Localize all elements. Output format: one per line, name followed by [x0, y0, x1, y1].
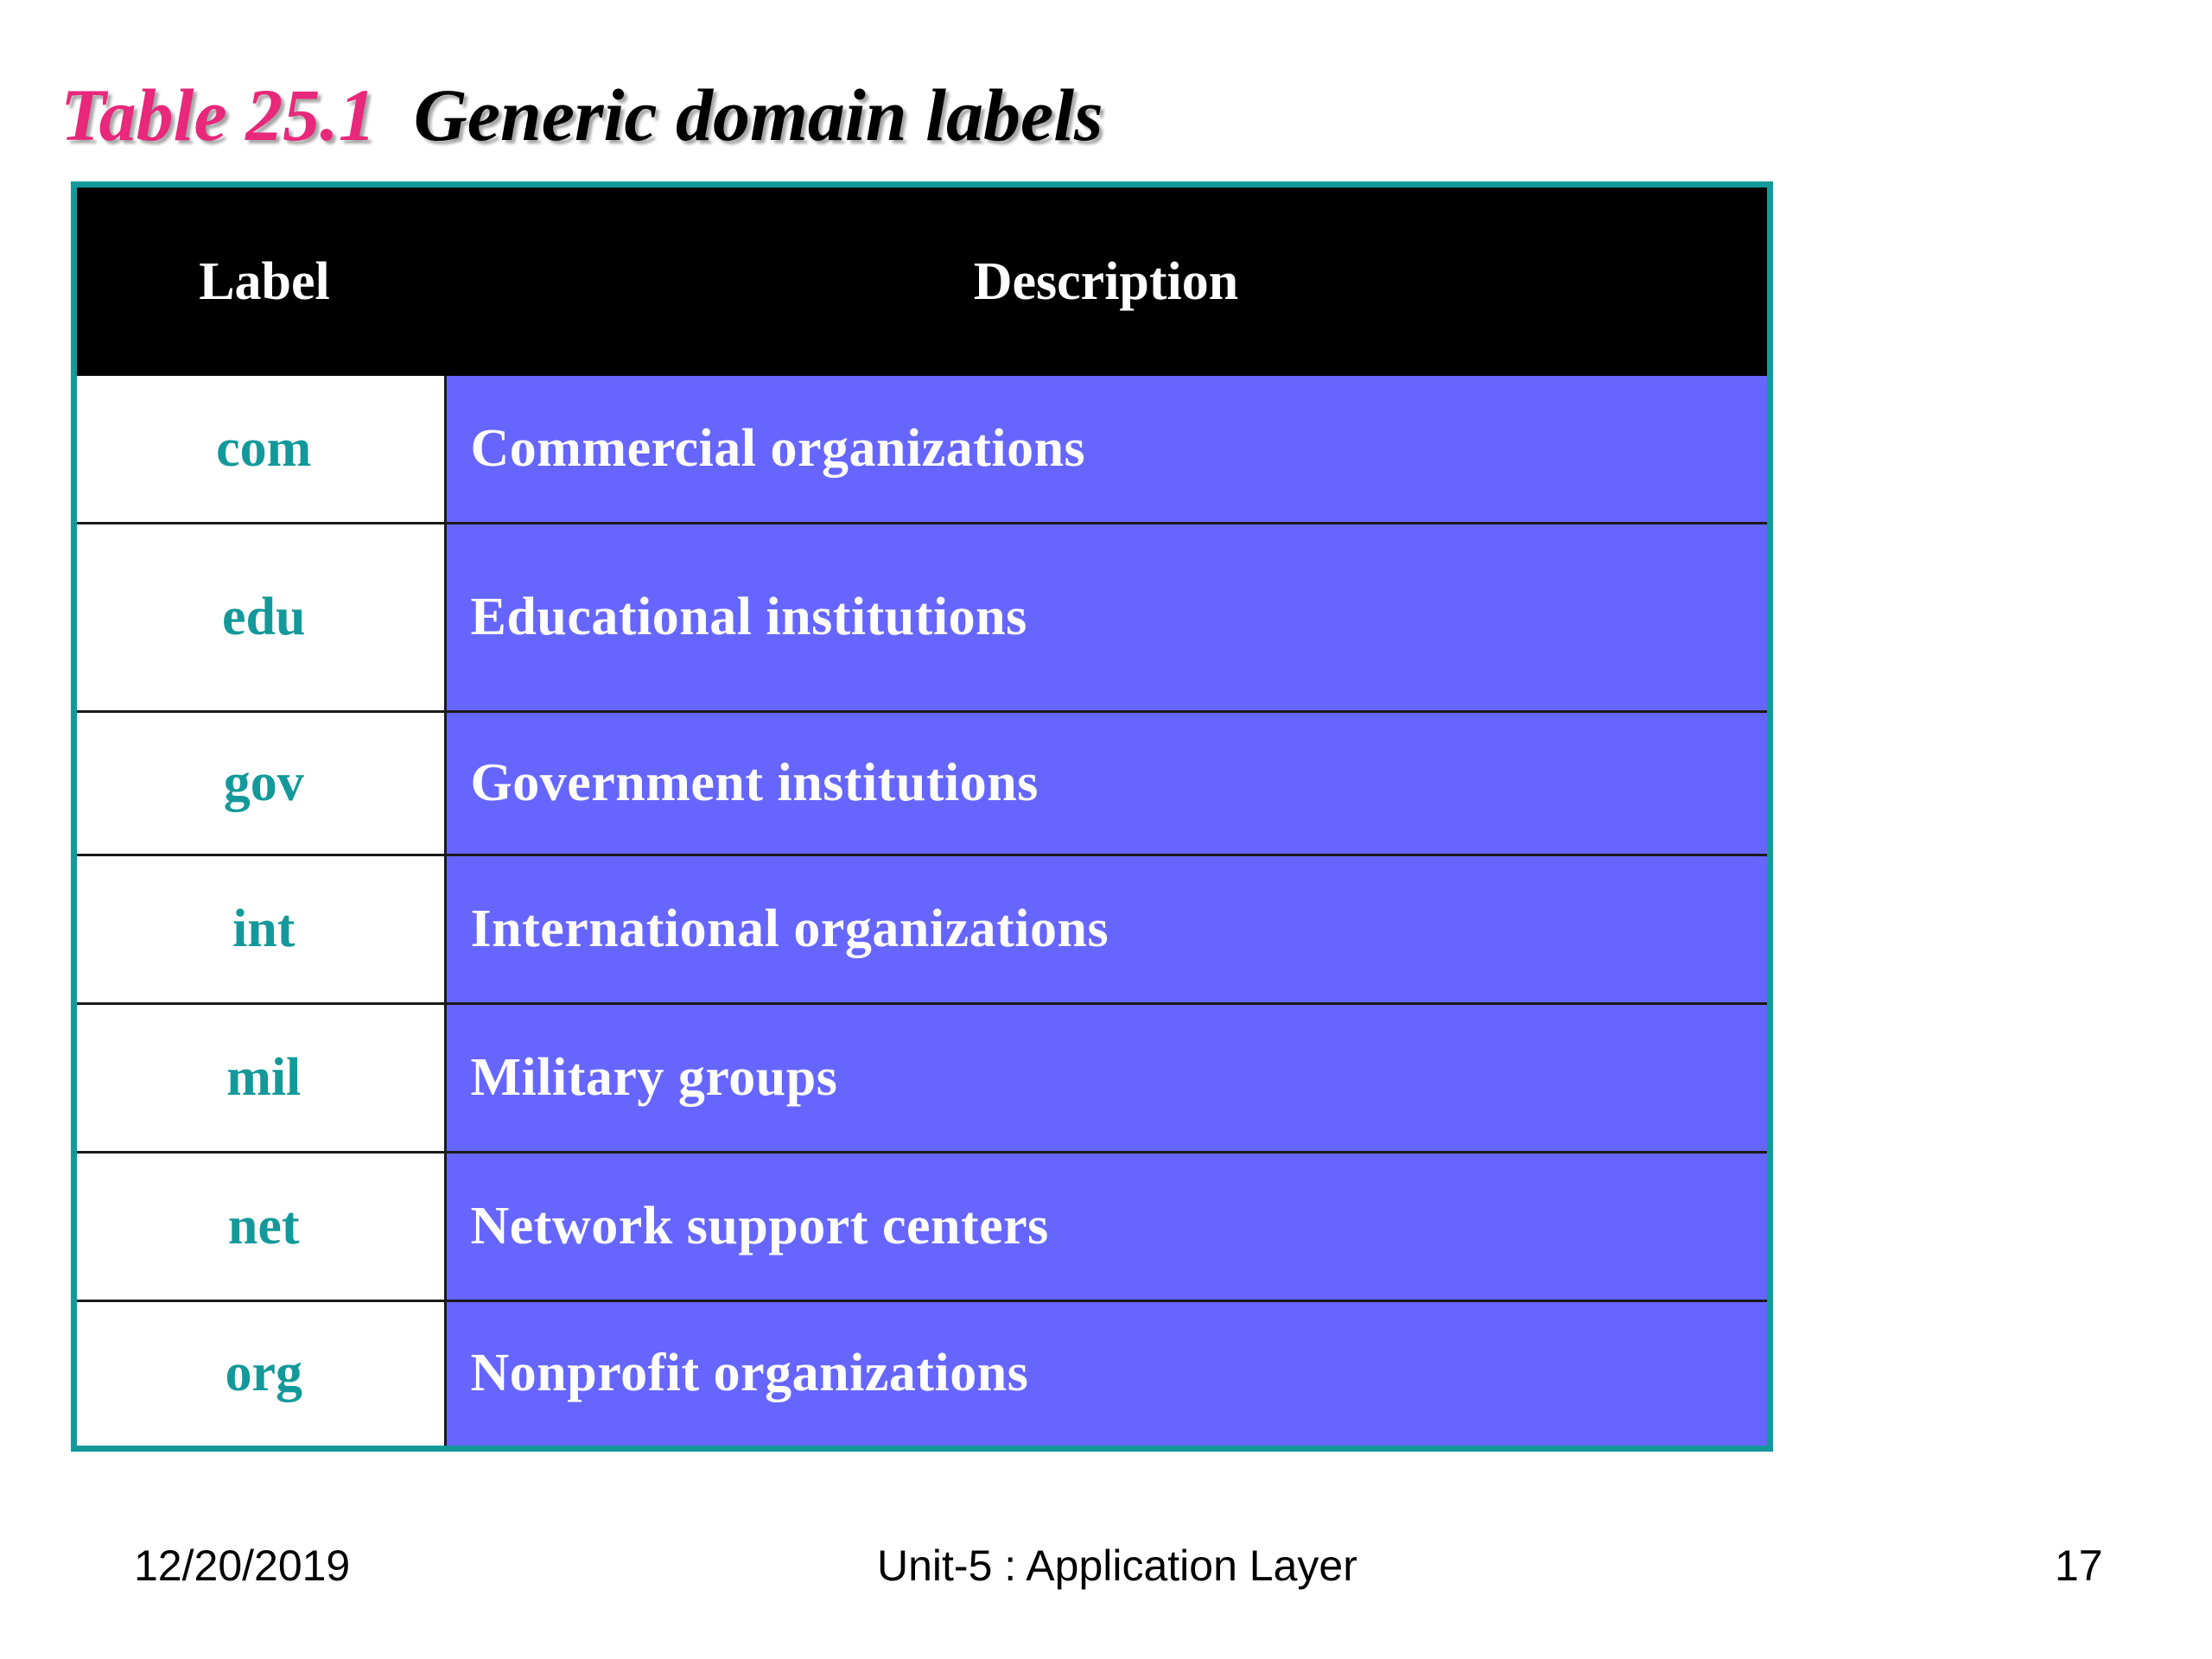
table-row [77, 711, 1767, 855]
table-row [77, 855, 1767, 1003]
domain-label-cell: mil [77, 1003, 445, 1152]
domain-label-cell: gov [77, 711, 445, 855]
footer-unit-title: Unit-5 : Application Layer [877, 1541, 1357, 1590]
table-number: Table 25.1 [60, 73, 376, 156]
table-row [77, 1152, 1767, 1300]
table-header-row [77, 188, 1767, 376]
domain-description-cell: Network support centers [445, 1152, 1767, 1300]
footer-date: 12/20/2019 [134, 1541, 351, 1590]
domain-description-cell: International organizations [445, 855, 1767, 1003]
domain-label-cell: org [77, 1300, 445, 1446]
table-row [77, 1003, 1767, 1152]
table-row [77, 1300, 1767, 1446]
domain-labels-table-frame [71, 181, 1773, 1452]
domain-label-cell: net [77, 1152, 445, 1300]
domain-label-cell: edu [77, 523, 445, 711]
domain-description-cell: Commercial organizations [445, 376, 1767, 523]
domain-description-cell: Nonprofit organizations [445, 1300, 1767, 1446]
table-title: Generic domain labels [413, 73, 1103, 156]
slide-title [60, 67, 1103, 162]
header-description: Description [445, 188, 1767, 376]
table-row [77, 376, 1767, 523]
table-row [77, 523, 1767, 711]
domain-description-cell: Educational institutions [445, 523, 1767, 711]
header-label: Label [77, 188, 445, 376]
domain-description-cell: Government institutions [445, 711, 1767, 855]
domain-label-cell: com [77, 376, 445, 523]
domain-description-cell: Military groups [445, 1003, 1767, 1152]
domain-label-cell: int [77, 855, 445, 1003]
page-number: 17 [2055, 1541, 2103, 1590]
domain-labels-table [77, 188, 1767, 1446]
